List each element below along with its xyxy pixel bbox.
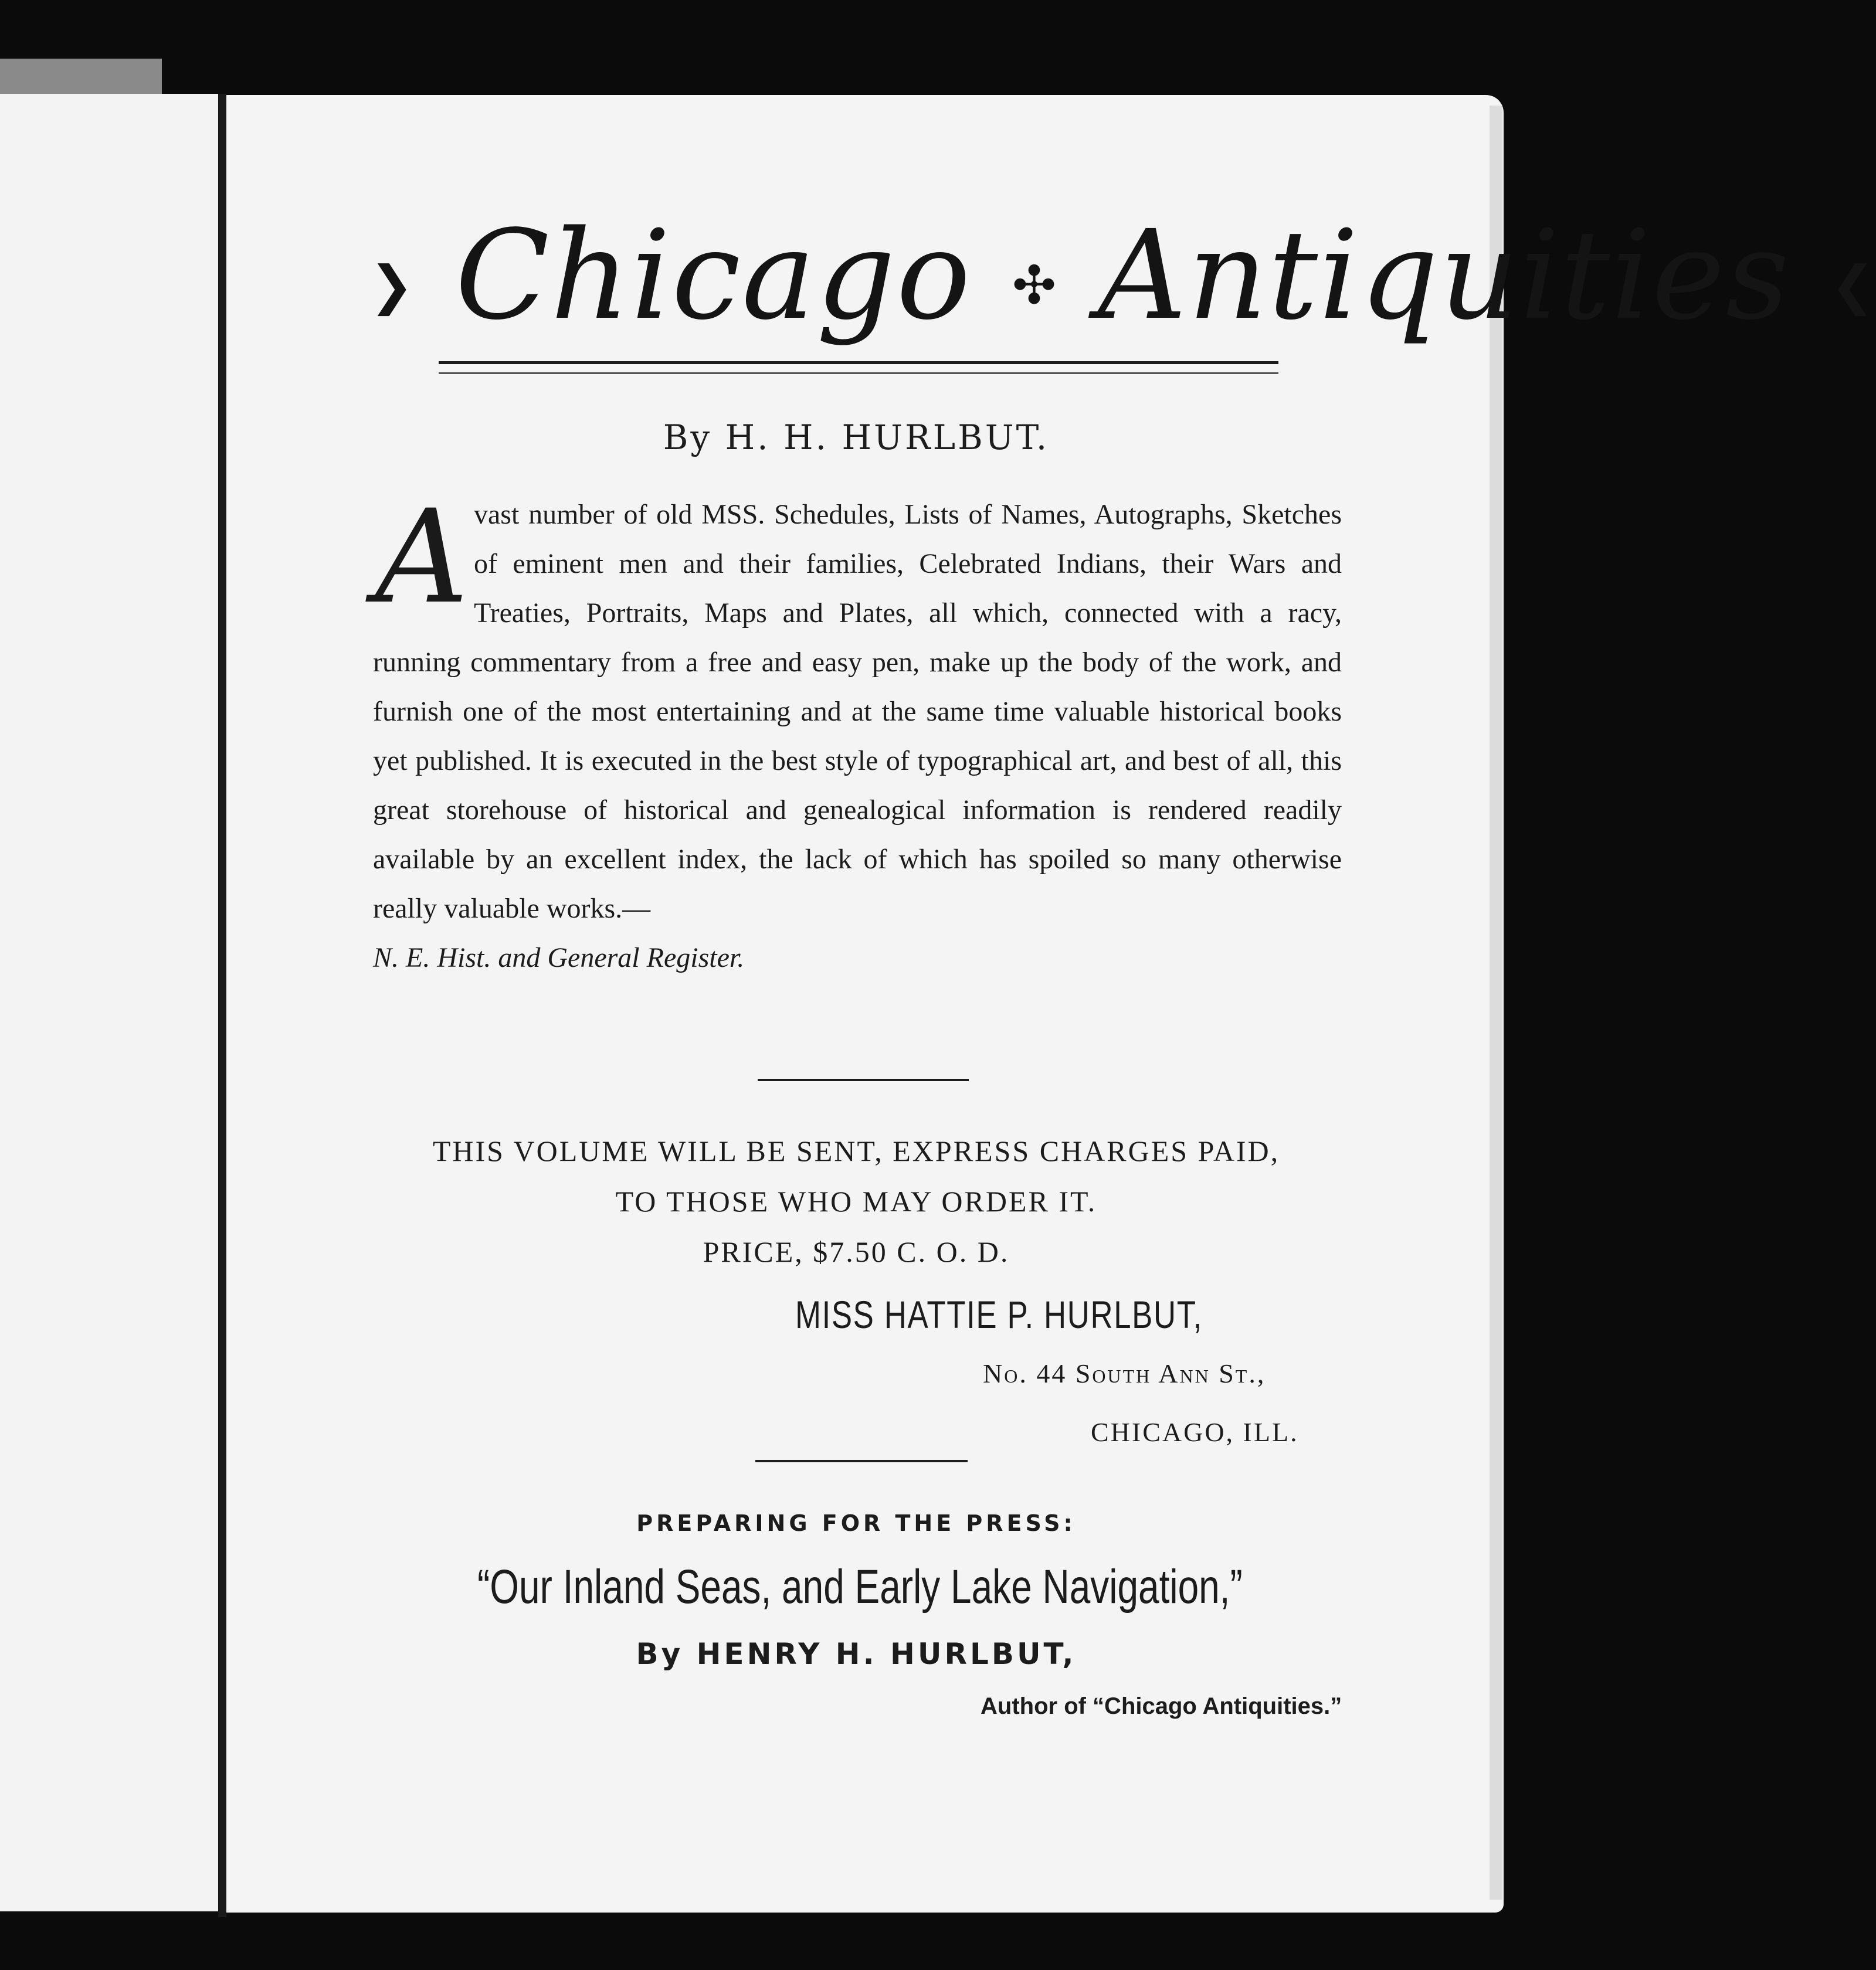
review-text: vast number of old MSS. Schedules, Lists of Names, Autographs, Sketches of eminent men and their families, Celebrated Indians, their Wars and Treaties, Portraits, Maps and Plates, all which, connected with a racy, running commentary from a free and easy pen, make up the body of the work, and furnish one of the most entertaining and at the same time valuable historical books yet published. It is executed in the best style of typographical art, and best of all, this great storehouse of historical and genealogical information is rendered readily available by an excellent index, the lack of which has spoiled so many otherwise really valuable works.—	[373, 499, 1342, 924]
title-word-2: Antiquities	[1097, 203, 1790, 347]
byline: By H. H. HURLBUT.	[663, 417, 1050, 457]
review-paragraph	[373, 482, 1342, 983]
page-title	[369, 199, 1876, 362]
left-page	[0, 94, 222, 1911]
ornament-right-icon: ❮	[1830, 254, 1876, 317]
order-line-2: TO THOSE WHO MAY ORDER IT.	[615, 1185, 1097, 1218]
drop-cap: A	[375, 482, 469, 632]
forthcoming-heading: PREPARING FOR THE PRESS:	[636, 1510, 1076, 1536]
review-attribution: N. E. Hist. and General Register.	[373, 942, 745, 973]
ornament-middle-icon: ✣	[1012, 254, 1058, 317]
address-city: CHICAGO, ILL.	[1091, 1417, 1299, 1447]
order-notice	[369, 1126, 1343, 1277]
author-note: Author of “Chicago Antiquities.”	[981, 1693, 1342, 1719]
left-page-tab	[0, 59, 162, 96]
address-street: No. 44 South Ann St.,	[983, 1358, 1266, 1388]
address-name: MISS HATTIE P. HURLBUT,	[795, 1293, 1203, 1336]
title-word-1: Chicago	[455, 203, 972, 347]
forthcoming-book-title	[369, 1560, 1343, 1615]
book-spine	[218, 94, 226, 1917]
order-line-1: THIS VOLUME WILL BE SENT, EXPRESS CHARGES PAID,	[432, 1135, 1280, 1167]
book-title-text: “Our Inland Seas, and Early Lake Navigation,”	[477, 1560, 1243, 1614]
page-edge	[1490, 106, 1502, 1900]
title-double-rule	[439, 361, 1278, 374]
order-price: PRICE, $7.50 C. O. D.	[703, 1235, 1010, 1268]
divider-rule-1	[758, 1079, 969, 1081]
ornament-left-icon: ❯	[369, 254, 415, 317]
divider-rule-2	[755, 1460, 968, 1462]
forthcoming-author: By HENRY H. HURLBUT,	[636, 1637, 1077, 1671]
